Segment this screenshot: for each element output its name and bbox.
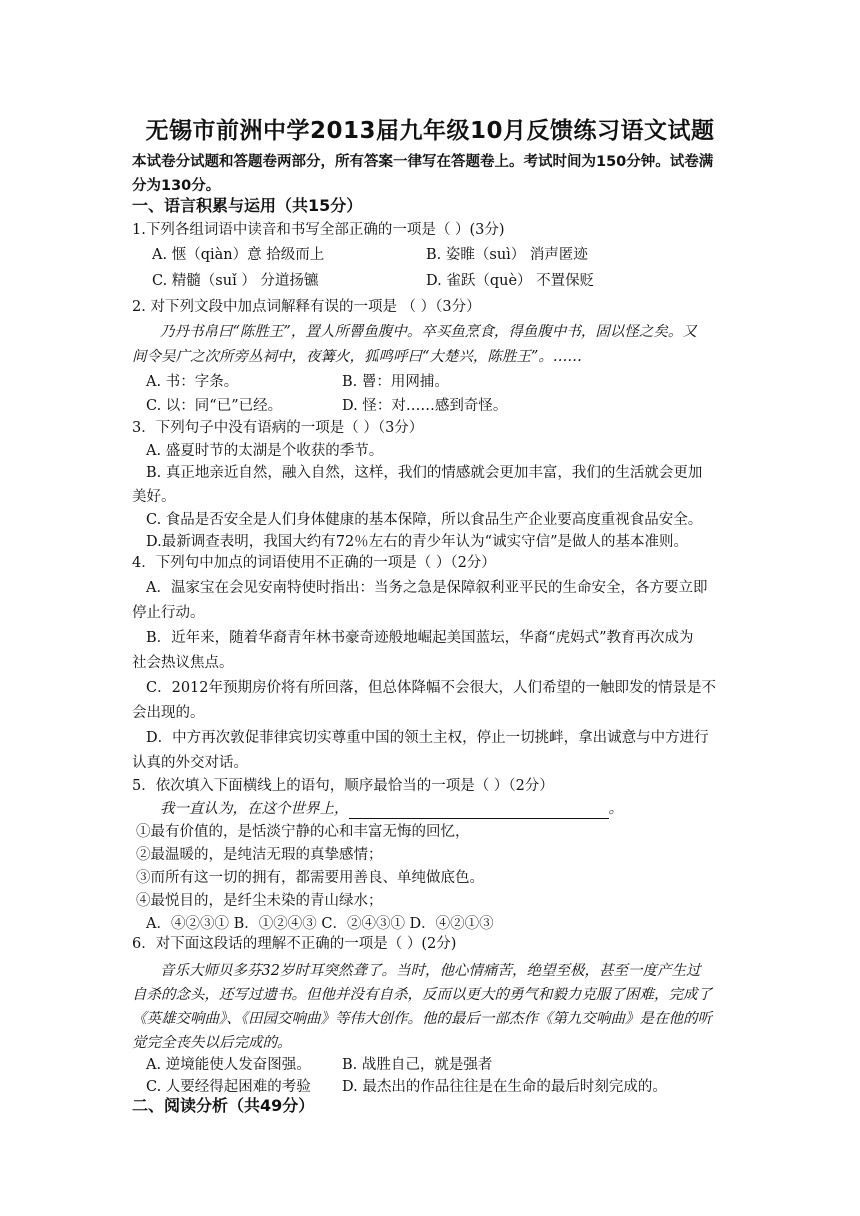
q1-option-d: D. 雀跃（què） 不置保贬 bbox=[426, 273, 595, 289]
q1-option-a: A. 惬（qiàn）意 拾级而上 bbox=[152, 247, 325, 263]
q6-passage-line-2: 自杀的念头，还写过遗书。但他并没有自杀，反而以更大的勇气和毅力克服了困难，完成了 bbox=[132, 987, 712, 1003]
intro-line-1: 本试卷分试题和答题卷两部分，所有答案一律写在答题卷上。考试时间为150分钟。试卷满 bbox=[132, 154, 714, 170]
q4-option-b-line-2: 社会热议焦点。 bbox=[132, 655, 234, 671]
section-1-heading: 一、语言积累与运用（共15分） bbox=[132, 196, 363, 215]
q4-stem: 4．下列句中加点的词语使用不正确的一项是（ ）（2分） bbox=[132, 555, 496, 571]
q1-option-b: B. 姿睢（suì） 消声匿迹 bbox=[426, 247, 588, 263]
q5-answer-blank bbox=[349, 804, 609, 819]
q5-option-2: ②最温暖的，是纯洁无瑕的真挚感情； bbox=[136, 847, 383, 863]
q3-option-b-line-1: B. 真正地亲近自然，融入自然，这样，我们的情感就会更加丰富，我们的生活就会更加 bbox=[146, 465, 703, 481]
q6-passage-line-3: 《英雄交响曲》、《田园交响曲》等伟大创作。他的最后一部杰作《第九交响曲》是在他的听 bbox=[132, 1011, 712, 1027]
q3-option-d: D.最新调查表明，我国大约有72％左右的青少年认为“诚实守信”是做人的基本准则。 bbox=[146, 534, 688, 550]
q6-passage-line-4: 觉完全丧失以后完成的。 bbox=[132, 1035, 292, 1051]
q3-stem: 3．下列句子中没有语病的一项是（ ）（3分） bbox=[132, 420, 424, 436]
q2-stem: 2. 对下列文段中加点词解释有误的一项是 （ ）（3分） bbox=[132, 299, 481, 315]
section-2-heading: 二、阅读分析（共49分） bbox=[132, 1096, 315, 1115]
q4-option-a-line-1: A．温家宝在会见安南特使时指出：当务之急是保障叙利亚平民的生命安全，各方要立即 bbox=[146, 580, 708, 596]
q2-option-b: B. 罾：用网捕。 bbox=[342, 374, 449, 390]
q5-option-3: ③而所有这一切的拥有，都需要用善良、单纯做底色。 bbox=[136, 870, 484, 886]
q5-lead-text: 我一直认为，在这个世界上， bbox=[160, 801, 349, 817]
q4-option-d-line-1: D．中方再次敦促菲律宾切实尊重中国的领土主权，停止一切挑衅，拿出诚意与中方进行 bbox=[146, 730, 709, 746]
q3-option-c: C. 食品是否安全是人们身体健康的基本保障，所以食品生产企业要高度重视食品安全。 bbox=[146, 512, 703, 528]
intro-line-2: 分为130分。 bbox=[132, 178, 221, 194]
page-title: 无锡市前洲中学2013届九年级10月反馈练习语文试题 bbox=[145, 118, 715, 144]
q4-option-c-line-1: C．2012年预期房价将有所回落，但总体降幅不会很大，人们希望的一触即发的情景是不 bbox=[146, 680, 716, 696]
q6-option-b: B. 战胜自己，就是强者 bbox=[342, 1057, 493, 1073]
q3-option-b-line-2: 美好。 bbox=[132, 489, 176, 505]
q5-lead-end: 。 bbox=[608, 801, 623, 817]
q2-option-c: C. 以：同“已”已经。 bbox=[146, 398, 283, 414]
q5-choices: A．④②③① B．①②④③ C．②④③① D．④②①③ bbox=[146, 916, 494, 932]
q5-option-1: ①最有价值的，是恬淡宁静的心和丰富无悔的回忆， bbox=[136, 824, 470, 840]
q4-option-c-line-2: 会出现的。 bbox=[132, 705, 205, 721]
q4-option-d-line-2: 认真的外交对话。 bbox=[132, 755, 248, 771]
q1-option-c: C. 精髓（suǐ ） 分道扬镳 bbox=[152, 273, 319, 289]
q6-passage-line-1: 音乐大师贝多芬32岁时耳突然聋了。当时，他心情痛苦，绝望至极，甚至一度产生过 bbox=[160, 963, 701, 979]
q2-passage-line-2: 间令吴广之次所旁丛祠中，夜篝火，狐鸣呼曰“大楚兴，陈胜王”。…… bbox=[132, 349, 582, 365]
q6-option-d: D. 最杰出的作品往往是在生命的最后时刻完成的。 bbox=[342, 1079, 667, 1095]
q4-option-b-line-1: B．近年来，随着华裔青年林书豪奇迹般地崛起美国蓝坛，华裔“虎妈式”教育再次成为 bbox=[146, 630, 694, 646]
q2-option-d: D. 怪：对……感到奇怪。 bbox=[342, 398, 508, 414]
q2-passage-line-1: 乃丹书帛曰“陈胜王”，置人所罾鱼腹中。卒买鱼烹食，得鱼腹中书，固以怪之矣。又 bbox=[160, 324, 697, 340]
q5-stem: 5．依次填入下面横线上的语句，顺序最恰当的一项是（ ）（2分） bbox=[132, 778, 554, 794]
q6-option-a: A. 逆境能使人发奋图强。 bbox=[146, 1057, 311, 1073]
q2-option-a: A. 书：字条。 bbox=[146, 374, 239, 390]
q5-lead bbox=[160, 799, 623, 819]
q4-option-a-line-2: 停止行动。 bbox=[132, 605, 205, 621]
q3-option-a: A. 盛夏时节的太湖是个收获的季节。 bbox=[146, 443, 384, 459]
q1-stem: 1.下列各组词语中读音和书写全部正确的一项是（ ）(3分) bbox=[132, 222, 505, 238]
q6-option-c: C. 人要经得起困难的考验 bbox=[146, 1079, 311, 1095]
q6-stem: 6．对下面这段话的理解不正确的一项是（ ）(2分) bbox=[132, 936, 457, 952]
q5-option-4: ④最悦目的，是纤尘未染的青山绿水； bbox=[136, 893, 383, 909]
